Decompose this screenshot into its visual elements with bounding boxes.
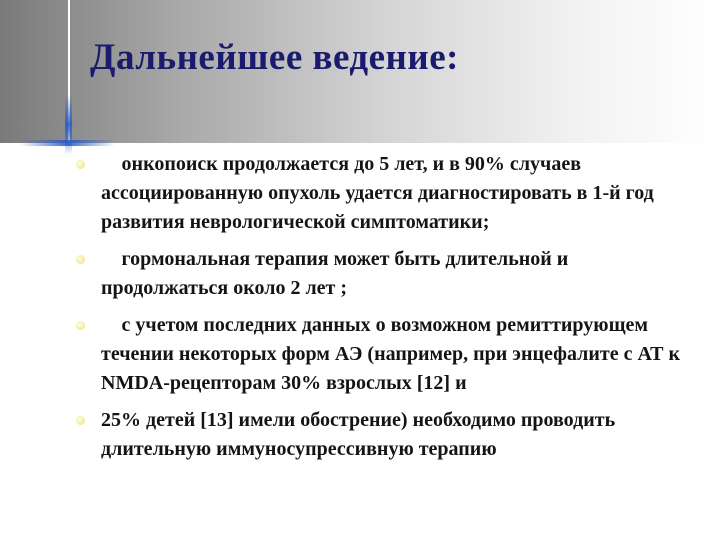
list-item	[66, 245, 686, 303]
list-item-text: гормональная терапия может быть длительной и продолжаться около 2 лет ;	[101, 248, 681, 299]
corner-accent-horizontal	[20, 140, 115, 146]
bullet-dot-icon	[76, 321, 85, 330]
bullet-dot-icon	[76, 416, 85, 425]
bullet-dot-icon	[76, 160, 85, 169]
list-item-text: с учетом последних данных о возможном ремиттирующем течении некоторых форм АЭ (например, при энцефалите с АТ к NMDA-рецепторам 30% взрослых [12] и	[101, 314, 680, 394]
list-item	[66, 406, 686, 464]
list-item-text: 25% детей [13] имели обострение) необходимо проводить длительную иммуносупрессивную терапию	[101, 409, 616, 460]
list-item	[66, 150, 686, 237]
list-item	[66, 311, 686, 398]
slide-title: Дальнейшее ведение:	[90, 37, 459, 78]
bullet-dot-icon	[76, 255, 85, 264]
corner-accent-vertical	[65, 95, 72, 155]
list-item-text: онкопоиск продолжается до 5 лет, и в 90% случаев ассоциированную опухоль удается диагностировать в 1-й год развития неврологической симптоматики;	[101, 153, 654, 233]
bullet-list	[66, 150, 686, 472]
